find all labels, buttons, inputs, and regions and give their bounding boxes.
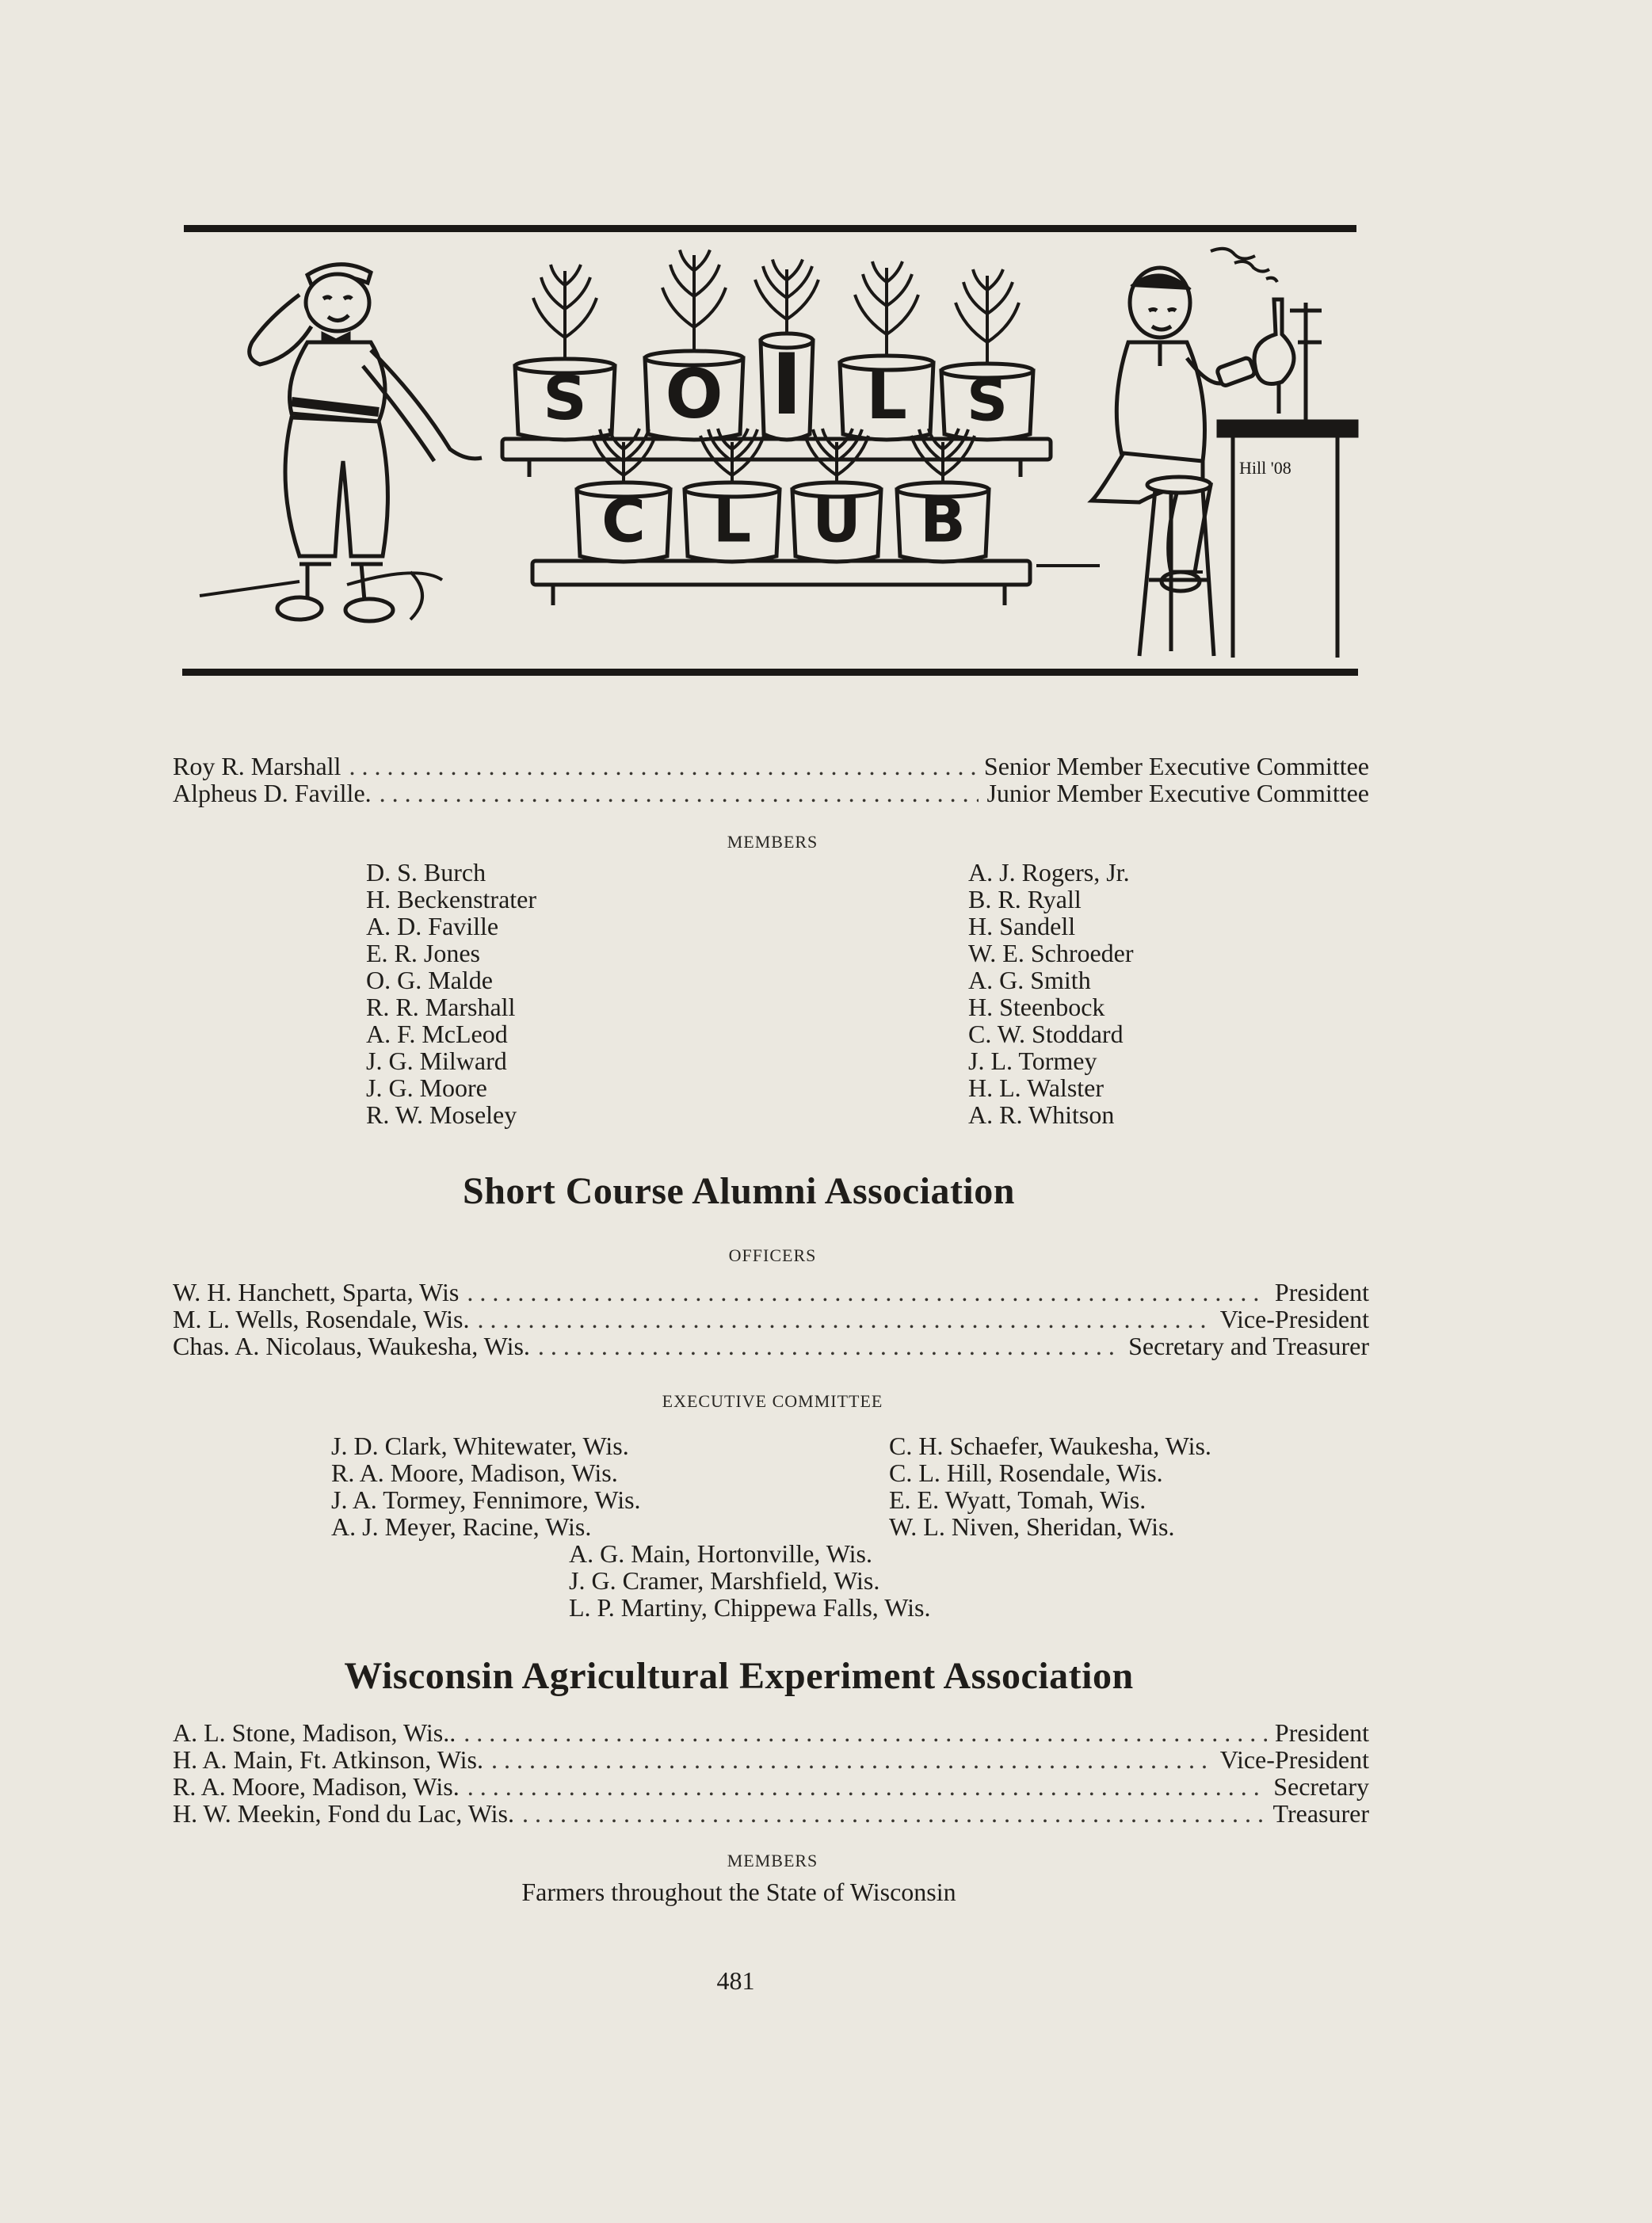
pot-letter: I (771, 336, 803, 434)
farmer-figure (250, 265, 482, 621)
committee-member: J. D. Clark, Whitewater, Wis. (331, 1432, 629, 1460)
pot-letter: U (812, 485, 861, 556)
member-name: A. D. Faville (366, 912, 499, 940)
executive-committee-label: EXECUTIVE COMMITTEE (662, 1391, 883, 1411)
members-label: MEMBERS (727, 832, 818, 852)
exec-center-column (569, 1540, 930, 1621)
officer-title: Vice-President (1219, 1745, 1369, 1774)
alumni-officer-row (173, 1279, 1369, 1306)
dot-leader (477, 1306, 1211, 1333)
experiment-officer-row (173, 1773, 1369, 1801)
officer-title: Secretary and Treasurer (1128, 1332, 1369, 1360)
member-name: H. L. Walster (968, 1073, 1105, 1102)
dot-leader (467, 1773, 1266, 1801)
flower-pot (941, 269, 1033, 440)
experiment-officer-row (173, 1800, 1369, 1828)
committee-member: C. L. Hill, Rosendale, Wis. (889, 1458, 1163, 1487)
officer-title: President (1274, 1718, 1369, 1747)
pot-letter: O (665, 354, 723, 434)
committee-member: A. G. Main, Hortonville, Wis. (569, 1539, 872, 1568)
member-name: J. G. Moore (366, 1073, 487, 1102)
officer-name: W. H. Hanchett, Sparta, Wis (173, 1278, 460, 1306)
pot-letter: L (866, 360, 907, 435)
members-left-column (366, 859, 536, 1128)
member-name: C. W. Stoddard (968, 1020, 1124, 1048)
soils-officer-row (173, 753, 1369, 780)
member-name: A. F. McLeod (366, 1020, 508, 1048)
officer-name: Chas. A. Nicolaus, Waukesha, Wis. (173, 1332, 530, 1360)
member-name: H. Steenbock (968, 993, 1105, 1021)
officer-name: R. A. Moore, Madison, Wis. (173, 1772, 460, 1801)
alumni-officer-row (173, 1333, 1369, 1360)
members-label: MEMBERS (727, 1851, 818, 1870)
officer-title: Senior Member Executive Committee (983, 752, 1369, 780)
member-name: D. S. Burch (366, 858, 486, 887)
officer-name: A. L. Stone, Madison, Wis.. (173, 1718, 456, 1747)
pot-letter: C (601, 485, 646, 556)
exec-right-column (889, 1432, 1211, 1540)
officer-name: M. L. Wells, Rosendale, Wis. (173, 1305, 470, 1333)
member-name: W. E. Schroeder (968, 939, 1134, 967)
member-name: R. R. Marshall (366, 993, 516, 1021)
members-description: Farmers throughout the State of Wisconsin (521, 1878, 956, 1906)
flower-pot (755, 260, 818, 440)
committee-member: J. G. Cramer, Marshfield, Wis. (569, 1566, 880, 1595)
member-name: B. R. Ryall (968, 885, 1082, 913)
member-name: H. Beckenstrater (366, 885, 537, 913)
soils-club-illustration (181, 223, 1360, 683)
exec-left-column (331, 1432, 641, 1540)
member-name: J. G. Milward (366, 1047, 507, 1075)
officer-name: Alpheus D. Faville. (173, 779, 372, 807)
committee-member: C. H. Schaefer, Waukesha, Wis. (889, 1432, 1211, 1460)
experiment-officer-row (173, 1746, 1369, 1774)
committee-member: W. L. Niven, Sheridan, Wis. (889, 1512, 1175, 1541)
pot-letter: L (712, 485, 752, 556)
flower-pot (515, 265, 615, 440)
dot-leader (467, 1279, 1267, 1306)
committee-member: A. J. Meyer, Racine, Wis. (331, 1512, 592, 1541)
dot-leader (464, 1719, 1267, 1747)
officer-name: H. A. Main, Ft. Atkinson, Wis. (173, 1745, 483, 1774)
committee-member: R. A. Moore, Madison, Wis. (331, 1458, 618, 1487)
pot-letter: S (967, 367, 1008, 434)
section-heading: Short Course Alumni Association (463, 1170, 1015, 1212)
scientist-figure (1092, 249, 1356, 658)
officer-title: Junior Member Executive Committee (986, 779, 1369, 807)
dot-leader (522, 1800, 1265, 1828)
dot-leader (349, 753, 975, 780)
officer-title: Secretary (1273, 1772, 1369, 1801)
member-name: E. R. Jones (366, 939, 480, 967)
flower-pot (645, 250, 743, 440)
alumni-officer-row (173, 1306, 1369, 1333)
page-number: 481 (716, 1966, 755, 1995)
member-name: O. G. Malde (366, 966, 493, 994)
pot-letter: B (920, 485, 966, 556)
committee-member: L. P. Martiny, Chippewa Falls, Wis. (569, 1593, 931, 1622)
experiment-officer-row (173, 1719, 1369, 1747)
dot-leader (491, 1746, 1212, 1774)
members-right-column (968, 859, 1134, 1128)
section-heading: Wisconsin Agricultural Experiment Association (344, 1655, 1134, 1697)
officer-title: Vice-President (1219, 1305, 1369, 1333)
member-name: R. W. Moseley (366, 1100, 517, 1129)
member-name: A. J. Rogers, Jr. (968, 858, 1130, 887)
dot-leader (538, 1333, 1120, 1360)
officers-label: OFFICERS (728, 1245, 817, 1265)
committee-member: E. E. Wyatt, Tomah, Wis. (889, 1485, 1146, 1514)
member-name: A. G. Smith (968, 966, 1091, 994)
flower-pot (840, 261, 933, 440)
officer-title: President (1274, 1278, 1369, 1306)
officer-title: Treasurer (1272, 1799, 1369, 1828)
officer-name: Roy R. Marshall (173, 752, 341, 780)
top-pots (515, 250, 1033, 440)
artist-signature: Hill '08 (1239, 458, 1291, 478)
officer-name: H. W. Meekin, Fond du Lac, Wis. (173, 1799, 514, 1828)
member-name: J. L. Tormey (968, 1047, 1097, 1075)
dot-leader (380, 780, 979, 807)
member-name: A. R. Whitson (968, 1100, 1115, 1129)
committee-member: J. A. Tormey, Fennimore, Wis. (331, 1485, 641, 1514)
soils-officer-row (173, 780, 1369, 807)
pot-letter: S (543, 364, 587, 435)
member-name: H. Sandell (968, 912, 1076, 940)
